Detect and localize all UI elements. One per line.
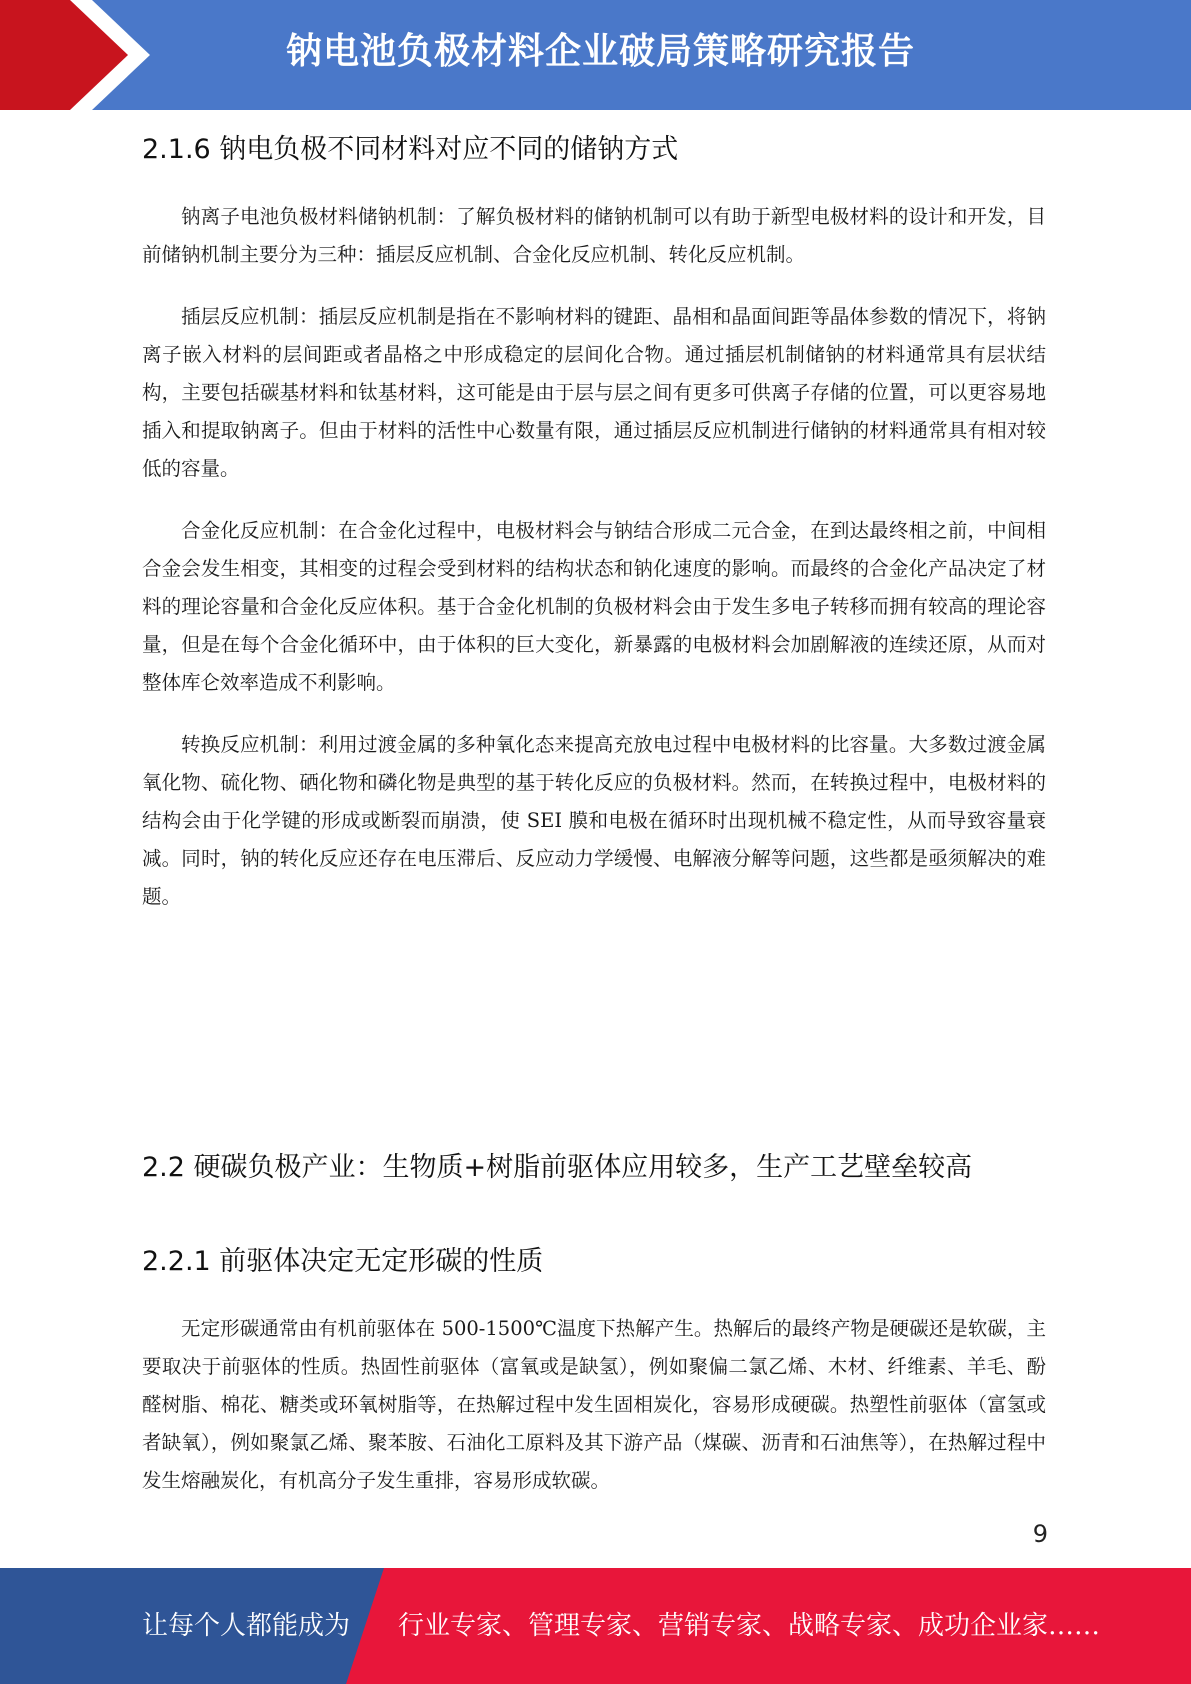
report-title: 钠电池负极材料企业破局策略研究报告: [285, 31, 915, 72]
paragraph-conversion: 转换反应机制：利用过渡金属的多种氧化态来提高充放电过程中电极材料的比容量。大多数过渡金属氧化物、硫化物、硒化物和磷化物是典型的基于转化反应的负极材料。然而，在转换过程中，电极材料的结构会由于化学键的形成或断裂而崩溃，使 SEI 膜和电极在循环时出现机械不稳定性，从而导致容量衰减。同时，钠的转化反应还存在电压滞后、反应动力学缓慢、电解液分解等问题，这些都是亟须解决的难题。: [142, 733, 1046, 908]
paragraph-precursor: 无定形碳通常由有机前驱体在 500-1500℃温度下热解产生。热解后的最终产物是硬碳还是软碳，主要取决于前驱体的性质。热固性前驱体（富氧或是缺氢），例如聚偏二氯乙烯、木材、纤维素、羊毛、酚醛树脂、棉花、糖类或环氧树脂等，在热解过程中发生固相炭化，容易形成硬碳。热塑性前驱体（富氢或者缺氧），例如聚氯乙烯、聚苯胺、石油化工原料及其下游产品（煤碳、沥青和石油焦等），在热解过程中发生熔融炭化，有机高分子发生重排，容易形成软碳。: [142, 1317, 1046, 1492]
footer-slogan-right: 行业专家、管理专家、营销专家、战略专家、成功企业家……: [398, 1611, 1101, 1641]
section-heading-2-1-6: 2.1.6 钠电负极不同材料对应不同的储钠方式: [142, 134, 679, 165]
page-header: [0, 0, 1191, 110]
paragraph-intercalation: 插层反应机制：插层反应机制是指在不影响材料的键距、晶相和晶面间距等晶体参数的情况下，将钠离子嵌入材料的层间距或者晶格之中形成稳定的层间化合物。通过插层机制储钠的材料通常具有层状结构，主要包括碳基材料和钛基材料，这可能是由于层与层之间有更多可供离子存储的位置，可以更容易地插入和提取钠离子。但由于材料的活性中心数量有限，通过插层反应机制进行储钠的材料通常具有相对较低的容量。: [142, 305, 1046, 480]
page-footer: [0, 1568, 1191, 1684]
page-number: 9: [1032, 1520, 1048, 1548]
section-heading-2-2: 2.2 硬碳负极产业：生物质+树脂前驱体应用较多，生产工艺壁垒较高: [142, 1152, 973, 1183]
footer-slogan-left: 让每个人都能成为: [142, 1611, 351, 1641]
section-heading-2-2-1: 2.2.1 前驱体决定无定形碳的性质: [142, 1246, 544, 1277]
paragraph-alloying: 合金化反应机制：在合金化过程中，电极材料会与钠结合形成二元合金，在到达最终相之前，中间相合金会发生相变，其相变的过程会受到材料的结构状态和钠化速度的影响。而最终的合金化产品决定了材料的理论容量和合金化反应体积。基于合金化机制的负极材料会由于发生多电子转移而拥有较高的理论容量，但是在每个合金化循环中，由于体积的巨大变化，新暴露的电极材料会加剧解液的连续还原，从而对整体库仑效率造成不利影响。: [142, 519, 1046, 694]
paragraph-storage-mechanism-intro: 钠离子电池负极材料储钠机制：了解负极材料的储钠机制可以有助于新型电极材料的设计和开发，目前储钠机制主要分为三种：插层反应机制、合金化反应机制、转化反应机制。: [142, 205, 1046, 266]
